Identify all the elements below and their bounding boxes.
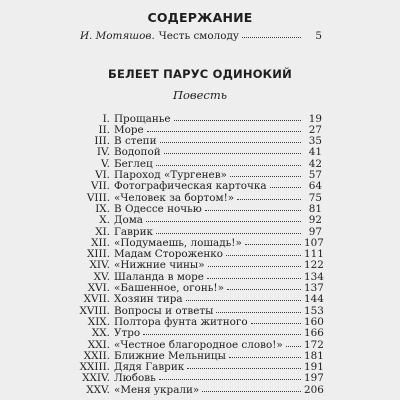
chapter-entry	[78, 351, 322, 361]
chapter-page: 57	[308, 169, 322, 181]
chapter-number: XIII.	[86, 248, 110, 261]
chapter-number: XIX.	[87, 315, 110, 328]
chapter-number: XX.	[91, 327, 110, 340]
chapter-number: IX.	[95, 202, 110, 215]
dot-leader	[226, 254, 301, 256]
chapter-title: «Меня украли»	[114, 383, 200, 396]
chapter-title: Беглец	[114, 157, 153, 170]
chapter-page: 166	[304, 327, 324, 340]
chapter-page: 64	[308, 180, 322, 193]
chapter-page: 206	[304, 383, 324, 396]
chapter-title: «Человек за бортом!»	[114, 191, 235, 204]
chapter-number: VII.	[90, 180, 110, 193]
chapter-entry	[78, 283, 322, 293]
dot-leader	[245, 243, 301, 245]
chapter-entry	[78, 114, 322, 124]
chapter-entry	[78, 147, 322, 157]
chapter-title: Утро	[114, 327, 141, 340]
chapter-entry	[78, 272, 322, 282]
chapter-title: Прощанье	[114, 112, 171, 125]
chapter-title: Фотографическая карточка	[114, 180, 267, 193]
dot-leader	[156, 232, 301, 234]
chapter-title: Пароход «Тургенев»	[114, 169, 227, 181]
chapter-number: XXIII.	[79, 361, 110, 374]
dot-leader	[230, 175, 301, 177]
chapter-page: 111	[304, 248, 324, 261]
dot-leader	[242, 36, 301, 38]
chapter-title: Любовь	[114, 372, 156, 385]
chapter-entry	[78, 227, 322, 237]
chapter-page: 144	[304, 293, 324, 306]
chapter-number: XVII.	[83, 293, 110, 306]
chapter-page: 75	[308, 191, 322, 204]
dot-leader	[205, 209, 301, 211]
chapter-title: Гаврик	[114, 225, 153, 238]
chapter-number: XXV.	[86, 383, 110, 396]
chapter-title: «Башенное, огонь!»	[114, 282, 224, 294]
chapter-number: II.	[98, 123, 110, 136]
dot-leader	[159, 378, 301, 380]
dot-leader	[207, 277, 301, 279]
chapter-entry	[78, 159, 322, 169]
chapter-page: 160	[304, 315, 324, 328]
dot-leader	[160, 141, 301, 143]
chapter-entry	[78, 385, 322, 395]
dot-leader	[156, 164, 301, 166]
dot-leader	[146, 220, 301, 222]
chapter-title: В Одессе ночью	[114, 202, 202, 215]
chapter-entry	[78, 340, 322, 350]
chapter-title: Дома	[114, 214, 143, 227]
chapter-title: Водопой	[114, 146, 161, 159]
chapter-entry	[78, 215, 322, 225]
chapter-entry	[78, 170, 322, 180]
chapter-page: 197	[304, 372, 324, 385]
chapter-number: XXII.	[83, 349, 110, 362]
chapter-entry	[78, 193, 322, 203]
chapter-number: XI.	[95, 225, 110, 238]
chapter-page: 92	[308, 214, 322, 227]
dot-leader	[216, 311, 301, 313]
chapter-number: XV.	[93, 270, 110, 283]
chapter-title: Вопросы и ответы	[114, 304, 214, 317]
chapter-number: XIV.	[89, 259, 110, 272]
contents-heading: СОДЕРЖАНИЕ	[147, 10, 253, 25]
dot-leader	[187, 367, 301, 369]
chapter-entry	[78, 328, 322, 338]
front-matter-entry	[80, 31, 322, 41]
chapter-page: 107	[304, 236, 324, 249]
chapter-number: IV.	[96, 146, 110, 159]
chapter-number: III.	[94, 135, 110, 148]
book-subtitle: Повесть	[172, 88, 228, 102]
dot-leader	[143, 333, 301, 335]
chapter-number: I.	[102, 112, 110, 125]
chapter-title: В степи	[114, 135, 157, 148]
chapter-page: 35	[308, 135, 322, 148]
front-entry-page: 5	[315, 30, 322, 42]
chapter-title: «Честное благородное слово!»	[114, 338, 283, 351]
chapter-title: «Нижние чины»	[114, 259, 205, 272]
dot-leader	[174, 119, 301, 121]
chapter-number: XXIV.	[82, 372, 110, 385]
chapter-title: Хозяин тира	[114, 293, 183, 306]
chapter-number: VIII.	[86, 191, 110, 204]
chapter-number: XVIII.	[79, 304, 110, 317]
chapter-title: Мадам Стороженко	[114, 248, 224, 261]
front-entry-title: Честь смолоду	[158, 30, 239, 42]
dot-leader	[227, 288, 301, 290]
chapter-page: 191	[304, 361, 324, 374]
chapter-entry	[78, 136, 322, 146]
book-title: БЕЛЕЕТ ПАРУС ОДИНОКИЙ	[108, 67, 292, 81]
dot-leader	[286, 345, 301, 347]
front-entry-author: И. Мотяшов.	[80, 30, 155, 42]
chapter-page: 27	[308, 123, 322, 136]
dot-leader	[147, 130, 301, 132]
chapter-entry	[78, 249, 322, 259]
chapter-entry	[78, 260, 322, 270]
chapter-title: Дядя Гаврик	[114, 361, 185, 374]
chapter-entry	[78, 125, 322, 135]
chapter-entry	[78, 238, 322, 248]
chapter-number: V.	[101, 157, 110, 170]
chapter-entry	[78, 181, 322, 191]
chapter-title: Полтора фунта житного	[114, 315, 248, 328]
chapter-number: X.	[99, 214, 110, 227]
chapter-page: 172	[304, 338, 324, 351]
dot-leader	[186, 299, 301, 301]
chapter-page: 41	[308, 146, 322, 159]
chapter-entry	[78, 306, 322, 316]
chapter-page: 19	[308, 112, 322, 125]
chapter-entry	[78, 294, 322, 304]
dot-leader	[237, 198, 301, 200]
chapter-number: XVI.	[87, 282, 110, 294]
chapter-page: 42	[308, 157, 322, 170]
chapter-title: Море	[114, 123, 144, 136]
chapter-entry	[78, 204, 322, 214]
chapter-page: 97	[308, 225, 322, 238]
dot-leader	[270, 186, 301, 188]
chapter-page: 181	[304, 349, 324, 362]
dot-leader	[164, 152, 301, 154]
chapter-page: 81	[308, 202, 322, 215]
dot-leader	[208, 265, 301, 267]
chapter-number: VI.	[95, 169, 110, 181]
chapter-page: 122	[304, 259, 324, 272]
chapter-number: XII.	[91, 236, 110, 249]
chapter-title: Ближние Мельницы	[114, 349, 226, 362]
dot-leader	[251, 322, 301, 324]
chapter-entry	[78, 373, 322, 383]
chapter-page: 137	[304, 282, 324, 294]
chapter-number: XXI.	[87, 338, 110, 351]
chapter-title: «Подумаешь, лошадь!»	[114, 236, 242, 249]
chapter-page: 153	[304, 304, 324, 317]
chapter-title: Шаланда в море	[114, 270, 204, 283]
chapter-entry	[78, 317, 322, 327]
chapter-entry	[78, 362, 322, 372]
dot-leader	[202, 390, 301, 392]
dot-leader	[229, 356, 301, 358]
chapter-page: 134	[304, 270, 324, 283]
